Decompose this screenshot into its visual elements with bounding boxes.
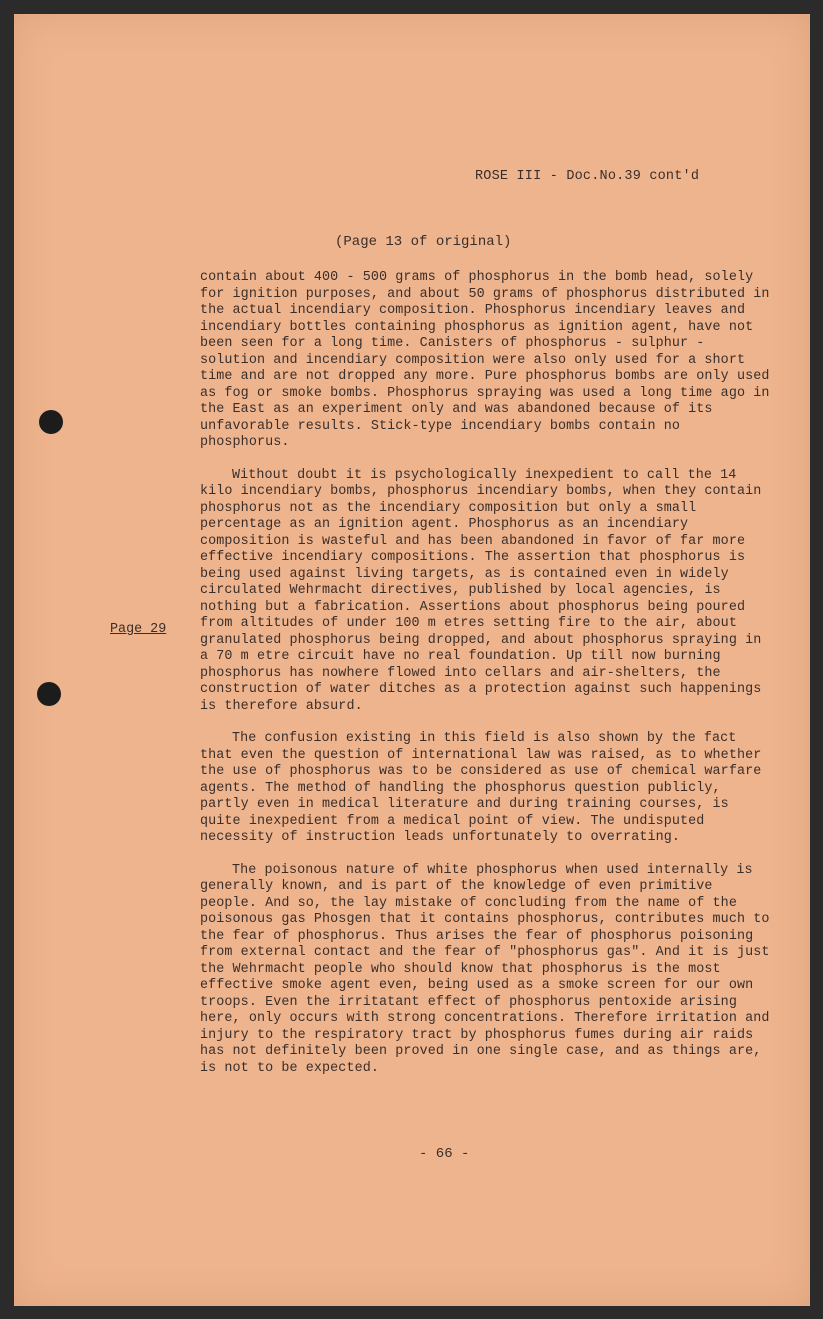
punch-hole-bottom	[37, 682, 61, 706]
body-text	[200, 270, 770, 1093]
paragraph: Without doubt it is psychologically inexpedient to call the 14 kilo incendiary bombs, phosphorus incendiary bombs, when they contain phosphorus not as the incendiary composition but only a small percentage as an ignition agent. Phosphorus as an incendiary composition is wasteful and has been abandoned in favor of far more effective incendiary compositions. The assertion that phosphorus is being used against living targets, as is contained even in widely circulated Wehrmacht directives, published by local agencies, is nothing but a fabrication. Assertions about phosphorus being poured from altitudes of under 100 m etres setting fire to the air, about granulated phosphorus being dropped, and about phosphorus spraying in a 70 m etre circuit have no real foundation. Up till now burning phosphorus has nowhere flowed into cellars and air-shelters, the construction of water ditches as a protection against such happenings is therefore absurd.	[200, 467, 762, 714]
paragraph: contain about 400 - 500 grams of phosphorus in the bomb head, solely for ignition purposes, and about 50 grams of phosphorus distributed in the actual incendiary composition. Phosphorus incendiary leaves and incendiary bottles containing phosphorus as ignition agent, have not been seen for a long time. Canisters of phosphorus - sulphur - solution and incendiary composition were also only used for a short time and are not dropped any more. Pure phosphorus bombs are only used as fog or smoke bombs. Phosphorus spraying was used a long time ago in the East as an experiment only and was abandoned because of its unfavorable results. Stick-type incendiary bombs contain no phosphorus.	[200, 270, 770, 450]
paragraph: The poisonous nature of white phosphorus when used internally is generally known, and is part of the knowledge of even primitive people. And so, the lay mistake of concluding from the name of the poisonous gas Phosgen that it contains phosphorus, contributes much to the fear of phosphorus. Thus arises the fear of phosphorus poisoning from external contact and the fear of "phosphorus gas". And it is just the Wehrmacht people who should know that phosphorus is the most effective smoke agent even, being used as a smoke screen for our own troops. Even the irritatant effect of phosphorus pentoxide arising here, only occurs with strong concentrations. Therefore irritation and injury to the respiratory tract by phosphorus fumes during air raids has not definitely been proved in one single case, and as things are, is not to be expected.	[200, 862, 770, 1076]
document-page	[14, 14, 810, 1306]
paragraph: The confusion existing in this field is also shown by the fact that even the question of international law was raised, as to whether the use of phosphorus was to be considered as use of chemical warfare agents. The method of handling the phosphorus question publicly, partly even in medical literature and during training courses, is quite inexpedient from a medical point of view. The undisputed necessity of instruction leads unfortunately to overrating.	[200, 731, 762, 845]
page-number: - 66 -	[419, 1146, 470, 1162]
margin-page-note: Page 29	[110, 622, 167, 637]
document-reference: ROSE III - Doc.No.39 cont'd	[475, 169, 700, 184]
punch-hole-top	[39, 410, 63, 434]
original-page-note: (Page 13 of original)	[335, 234, 512, 250]
